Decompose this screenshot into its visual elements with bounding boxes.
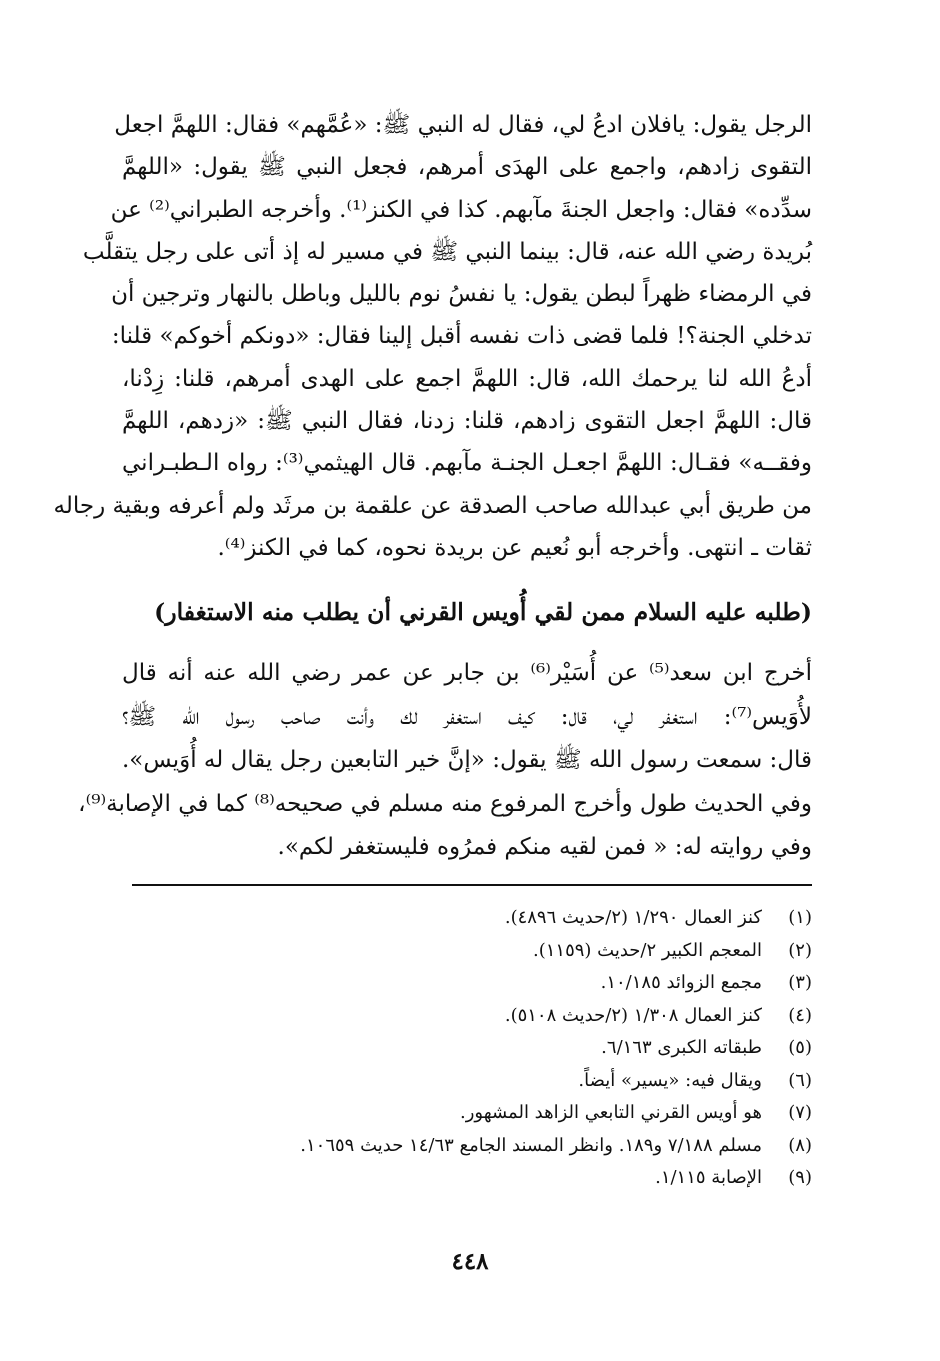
text-line: من طريق أبي عبدالله صاحب الصدقة عن علقمة بن مرثَد ولم أعرفه وبقية رجاله	[53, 492, 812, 519]
footnote-item	[122, 1032, 812, 1065]
text-line: وفقــه» فقـال: اللهمَّ اجعـل الجنـة مآبهم. قال الهيثمي⁽³⁾: رواه الـطبـراني	[122, 450, 813, 477]
text-line: قال: سمعت رسول الله ﷺ يقول: «إنَّ خير التابعين رجل يقال له أُوَيس».	[122, 747, 812, 773]
footnote-number: (٢)	[788, 939, 812, 961]
footnote-number: (٥)	[788, 1037, 812, 1058]
text-line: أدعُ الله لنا يرحمك الله، قال: اللهمَّ اجمع على الهدى أمرهم، قلنا: زِدْنا،	[122, 365, 812, 392]
footnote-text: كنز العمال ١/٢٩٠ (٢/حديث ٤٨٩٦).	[504, 907, 762, 928]
footnote-number: (٤)	[788, 1004, 812, 1026]
footnote-number: (٨)	[788, 1134, 812, 1156]
text-line: التقوى زادهم، واجمع على الهدَى أمرهم، فجعل النبي ﷺ يقول: «اللهمَّ	[122, 154, 812, 181]
footnote-text: ويقال فيه: «يسير» أيضاً.	[578, 1069, 762, 1091]
text-line: وفي روايته له: « فمن لقيه منكم فمرُوه فليستغفر لكم».	[277, 834, 812, 860]
footnote-text: طبقاته الكبرى ٦/١٦٣.	[601, 1037, 762, 1058]
text-line: ثقات ـ انتهى. وأخرجه أبو نُعيم عن بريدة نحوه، كما في الكنز⁽⁴⁾.	[217, 534, 812, 561]
footnote-item	[122, 1065, 812, 1098]
footnote-text: المعجم الكبير ٢/حديث (١١٥٩).	[532, 939, 762, 961]
footnote-item	[122, 1130, 812, 1163]
footnote-text: كنز العمال ١/٣٠٨ (٢/حديث ٥١٠٨).	[504, 1004, 762, 1026]
text-line: في الرمضاء ظهراً لبطن يقول: يا نفسُ نوم بالليل وباطل بالنهار وترجين أن	[111, 281, 812, 308]
text-line: وفي الحديث طول وأخرج المرفوع منه مسلم في صحيحه⁽⁸⁾ كما في الإصابة⁽⁹⁾،	[78, 790, 812, 817]
text-line: بُريدة رضي الله عنه، قال: بينما النبي ﷺ في مسير له إذ أتى على رجل يتقلَّب	[82, 238, 812, 265]
footnote-item	[122, 902, 812, 935]
footnote-item	[122, 967, 812, 1000]
footnote-number: (٧)	[788, 1102, 812, 1123]
main-text	[53, 104, 813, 569]
footnote-number: (٩)	[788, 1167, 812, 1188]
text-line: قال: اللهمَّ اجعل التقوى زادهم، قلنا: زدنا، فقال النبي ﷺ: «زدهم، اللهمَّ	[122, 408, 812, 435]
section-text	[78, 652, 813, 870]
text-line: تدخلي الجنة؟! فلما قضى ذات نفسه أقبل إلينا فقال: «دونكم أخوكم» قلنا:	[111, 323, 812, 350]
page-number: ٤٤٨	[451, 1248, 489, 1275]
footnote-text: الإصابة ١/١١٥.	[655, 1167, 762, 1188]
footnote-text: هو أويس القرني التابعي الزاهد المشهور.	[459, 1102, 762, 1123]
footnote-number: (١)	[788, 907, 812, 928]
text-line: أخرج ابن سعد⁽⁵⁾ عن أُسَيْر⁽⁶⁾ بن جابر عن عمر رضي الله عنه أنه قال	[122, 660, 813, 686]
footnote-item	[122, 1162, 812, 1195]
footnote-text: مجمع الزوائد ١٠/١٨٥.	[600, 972, 762, 993]
footnote-number: (٦)	[788, 1069, 812, 1091]
footnote-item	[122, 1097, 812, 1130]
footnote-text: مسلم ٧/١٨٨ و١٨٩. وانظر المسند الجامع ١٤/٦٣ حديث ١٠٦٥٩.	[300, 1134, 762, 1156]
text-line: لأُوَيس⁽⁷⁾: استغفر لي، قال: كيف استغفر لك وأنت صاحب رسول الله ﷺ؟	[122, 703, 812, 730]
section-heading: (طلبه عليه السلام ممن لقي أُويس القرني أن يطلب منه الاستغفار)	[154, 598, 812, 626]
footnote-item	[122, 1000, 812, 1033]
footnote-separator	[132, 884, 812, 886]
footnote-number: (٣)	[788, 972, 812, 993]
footnotes	[122, 902, 812, 1195]
text-line: سدِّده» فقال: واجعل الجنةَ مآبهم. كذا في الكنز⁽¹⁾. وأخرجه الطبراني⁽²⁾ عن	[110, 196, 812, 223]
text-line: الرجل يقول: يافلان ادعُ لي، فقال له النبي ﷺ: «عُمَّهم» فقال: اللهمَّ اجعل	[114, 112, 812, 138]
footnote-item	[122, 935, 812, 968]
